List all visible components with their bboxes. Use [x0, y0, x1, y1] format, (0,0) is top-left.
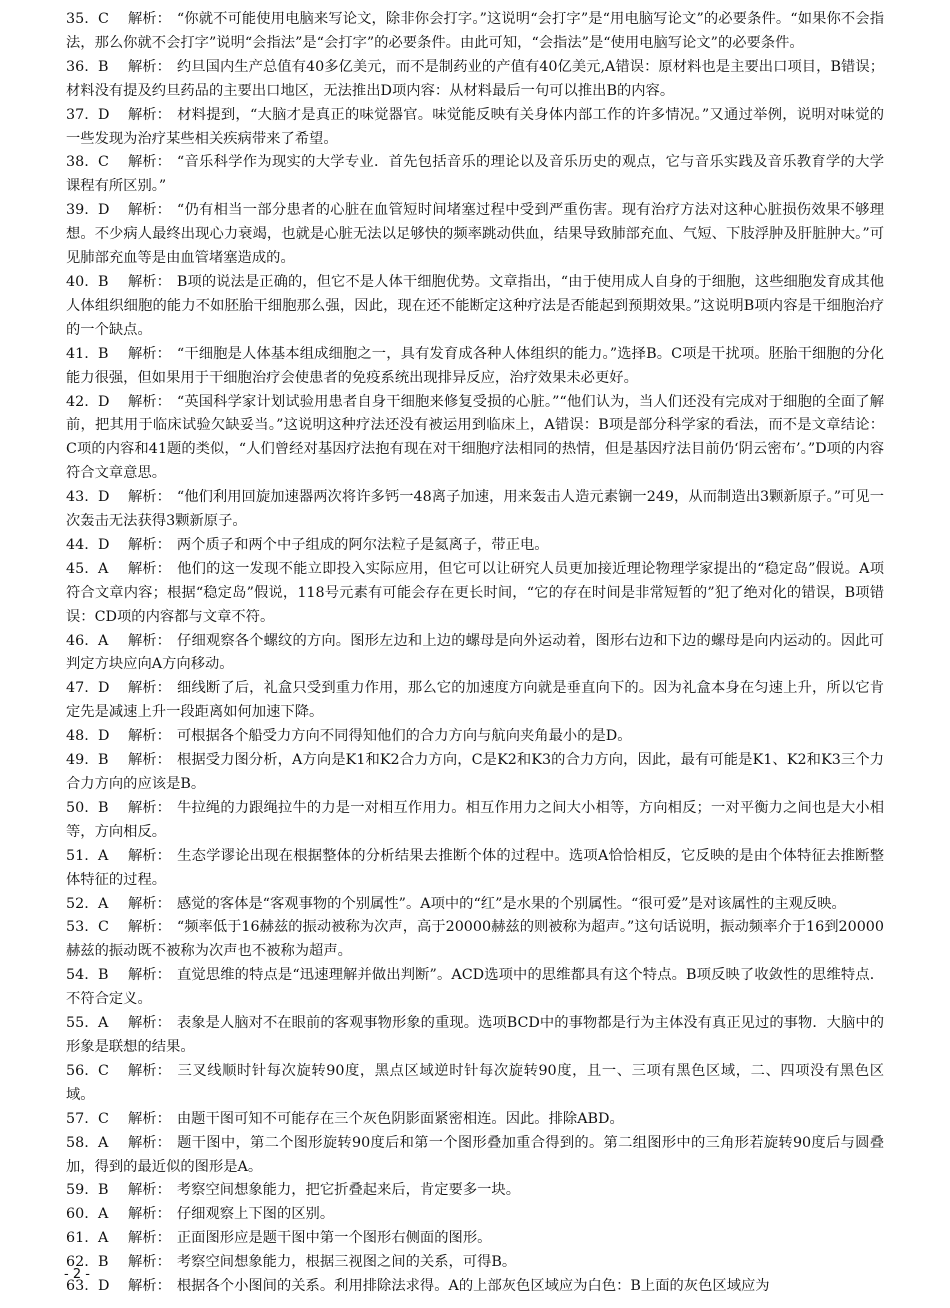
explanation-text: 两个质子和两个中子组成的阿尔法粒子是氦离子，带正电。 [176, 536, 549, 553]
explanation-label: 解析： [128, 273, 171, 290]
explanation-text: “他们利用回旋加速器两次将许多钙一48离子加速，用来轰击人造元素锎一249，从而制造出3颗新原子。”可见一次轰击无法获得3颗新原子。 [66, 489, 884, 530]
explanation-text: 他们的这一发现不能立即投入实际应用，但它可以让研究人员更加接近理论物理学家提出的“稳定岛”假说。A项符合文章内容；根据“稳定岛”假说，118号元素有可能会存在更长时间，“它的存在时间是非常短暂的”犯了绝对化的错误，B项错误：CD项的内容都与文章不符。 [66, 560, 884, 625]
answer-letter: C [98, 1110, 109, 1127]
question-number: 44. [66, 536, 89, 553]
answer-letter: B [98, 752, 109, 769]
explanation-text: “英国科学家计划试验用患者自身干细胞来修复受损的心脏。”“他们认为，当人们还没有完成对于细胞的全面了解前，把其用于临床试验欠缺妥当。”这说明这种疗法还没有被运用到临床上，A错误：B项是部分科学家的看法，而不是文章结论：C项的内容和41题的类似，“人们曾经对基因疗法抱有现在对干细胞疗法相同的热情，但是基因疗法目前仍‘阴云密布’。”D项的内容符合文章意思。 [66, 393, 884, 482]
question-number: 46. [66, 632, 89, 649]
question-number: 42. [66, 393, 89, 410]
answer-letter: A [98, 1015, 109, 1032]
explanation-label: 解析： [128, 728, 171, 745]
question-number: 62. [66, 1254, 89, 1271]
answer-letter: A [98, 847, 109, 864]
answer-letter: A [98, 895, 109, 912]
explanation-label: 解析： [128, 1062, 171, 1079]
explanation-label: 解析： [128, 1110, 171, 1127]
explanation-label: 解析： [128, 154, 171, 171]
answer-letter: B [98, 273, 109, 290]
answer-entry [66, 964, 884, 1012]
answer-entry [66, 1227, 884, 1251]
answer-letter: B [98, 1182, 109, 1199]
explanation-label: 解析： [128, 967, 171, 984]
question-number: 59. [66, 1182, 89, 1199]
explanation-text: 表象是人脑对不在眼前的客观事物形象的重现。选项BCD中的事物都是行为主体没有真正见过的事物．大脑中的形象是联想的结果。 [66, 1015, 884, 1055]
answer-letter: B [98, 799, 109, 816]
answer-letter: D [98, 680, 110, 697]
question-number: 49. [66, 752, 89, 769]
question-number: 52. [66, 895, 89, 912]
question-number: 54. [66, 967, 89, 984]
question-number: 53. [66, 919, 89, 936]
explanation-label: 解析： [128, 536, 171, 553]
answer-entry [66, 845, 884, 893]
explanation-text: 仔细观察各个螺纹的方向。图形左边和上边的螺母是向外运动着，图形右边和下边的螺母是向内运动的。因此可判定方块应向A方向移动。 [66, 632, 884, 673]
question-number: 39. [66, 202, 89, 219]
answer-letter: B [98, 1254, 109, 1271]
explanation-text: 正面图形应是题干图中第一个图形右侧面的图形。 [176, 1230, 492, 1247]
question-number: 63. [66, 1278, 89, 1295]
question-number: 36. [66, 58, 89, 75]
answer-letter: B [98, 345, 109, 362]
answer-letter: B [98, 58, 109, 75]
answer-letter: D [98, 728, 110, 745]
answer-letter: D [98, 536, 110, 553]
answer-entry [66, 1179, 884, 1203]
answer-entry [66, 630, 884, 678]
explanation-text: “你就不可能使用电脑来写论文，除非你会打字。”这说明“会打字”是“用电脑写论文”的必要条件。“如果你不会指法，那么你就不会打字”说明“会指法”是“会打字”的必要条件。由此可知，“会指法”是“使用电脑写论文”的必要条件。 [66, 11, 884, 51]
answer-letter: A [98, 1230, 109, 1247]
explanation-label: 解析： [128, 1254, 171, 1271]
explanation-text: 考察空间想象能力，把它折叠起来后，肯定要多一块。 [176, 1182, 521, 1199]
explanation-label: 解析： [128, 632, 171, 649]
answer-entry [66, 558, 884, 630]
answer-entry [66, 1012, 884, 1060]
explanation-label: 解析： [128, 1278, 171, 1295]
answer-letter: D [98, 106, 110, 123]
answer-entry [66, 893, 884, 917]
explanation-label: 解析： [128, 847, 171, 864]
answer-entry [66, 1203, 884, 1227]
explanation-text: B项的说法是正确的，但它不是人体干细胞优势。文章指出，“由于使用成人自身的于细胞，这些细胞发育成其他人体组织细胞的能力不如胚胎干细胞那么强，因此，现在还不能断定这种疗法是否能起到预期效果。”这说明B项内容是干细胞治疗的一个缺点。 [66, 273, 884, 338]
explanation-text: 仔细观察上下图的区别。 [176, 1206, 335, 1223]
explanation-text: 材料提到，“大脑才是真正的味觉器官。味觉能反映有关身体内部工作的许多情况。”又通过举例，说明对味觉的一些发现为治疗某些相关疾病带来了希望。 [66, 106, 884, 147]
answer-entry [66, 725, 884, 749]
answer-entry [66, 151, 884, 199]
question-number: 55. [66, 1015, 89, 1032]
explanation-label: 解析： [128, 489, 171, 506]
answer-entry [66, 1132, 884, 1180]
answer-letter: A [98, 632, 109, 649]
answer-letter: D [98, 489, 110, 506]
question-number: 48. [66, 728, 89, 745]
explanation-text: 考察空间想象能力，根据三视图之间的关系，可得B。 [176, 1254, 517, 1271]
answer-entry [66, 1251, 884, 1275]
question-number: 60. [66, 1206, 89, 1223]
question-number: 57. [66, 1110, 89, 1127]
question-number: 51. [66, 847, 89, 864]
explanation-label: 解析： [128, 895, 171, 912]
answer-entry [66, 199, 884, 271]
explanation-text: 感觉的客体是“客观事物的个别属性”。A项中的“红”是水果的个别属性。“很可爱”是对该属性的主观反映。 [176, 895, 846, 912]
answer-letter: D [98, 1278, 110, 1295]
explanation-text: 可根据各个船受力方向不同得知他们的合力方向与航向夹角最小的是D。 [176, 728, 632, 745]
question-number: 47. [66, 680, 89, 697]
question-number: 43. [66, 489, 89, 506]
question-number: 41. [66, 345, 89, 362]
answer-entry [66, 1275, 884, 1299]
explanation-label: 解析： [128, 393, 171, 410]
answer-entry [66, 677, 884, 725]
answer-letter: B [98, 967, 109, 984]
answer-entry [66, 749, 884, 797]
answer-entry [66, 271, 884, 343]
question-number: 45. [66, 560, 89, 577]
answer-entry [66, 486, 884, 534]
question-number: 38. [66, 154, 89, 171]
answer-entry [66, 534, 884, 558]
explanation-label: 解析： [128, 919, 171, 936]
explanation-text: 细线断了后，礼盒只受到重力作用，那么它的加速度方向就是垂直向下的。因为礼盒本身在匀速上升，所以它肯定先是减速上升一段距离如何加速下降。 [66, 680, 884, 721]
answer-letter: C [98, 154, 109, 171]
explanation-label: 解析： [128, 202, 171, 219]
answer-entry [66, 8, 884, 56]
explanation-label: 解析： [128, 560, 171, 577]
question-number: 35. [66, 11, 89, 27]
explanation-text: “干细胞是人体基本组成细胞之一，具有发育成各种人体组织的能力。”选择B。C项是干扰项。胚胎干细胞的分化能力很强，但如果用于干细胞治疗会使患者的免疫系统出现排异反应，治疗效果未必更好。 [66, 345, 884, 386]
explanation-text: 牛拉绳的力跟绳拉牛的力是一对相互作用力。相互作用力之间大小相等，方向相反；一对平衡力之间也是大小相等，方向相反。 [66, 799, 884, 840]
answer-letter: A [98, 1134, 109, 1151]
explanation-text: 生态学谬论出现在根据整体的分析结果去推断个体的过程中。选项A恰恰相反，它反映的是由个体特征去推断整体特征的过程。 [66, 847, 884, 888]
explanation-label: 解析： [128, 345, 171, 362]
answer-entry [66, 104, 884, 152]
explanation-label: 解析： [128, 680, 171, 697]
question-number: 58. [66, 1134, 89, 1151]
answer-entry [66, 1060, 884, 1108]
explanation-label: 解析： [128, 58, 171, 75]
explanation-label: 解析： [128, 1015, 171, 1032]
explanation-text: 三叉线顺时针每次旋转90度，黑点区域逆时针每次旋转90度，且一、三项有黑色区域，二、四项没有黑色区域。 [66, 1062, 884, 1103]
explanation-label: 解析： [128, 799, 171, 816]
explanation-text: 约旦国内生产总值有40多亿美元，而不是制药业的产值有40亿美元,A错误：原材料也是主要出口项目，B错误；材料没有提及约旦药品的主要出口地区，无法推出D项内容：从材料最后一句可以推出B的内容。 [66, 58, 884, 99]
explanation-text: 根据受力图分析，A方向是K1和K2合力方向，C是K2和K3的合力方向，因此，最有可能是K1、K2和K3三个力合力方向的应该是B。 [66, 752, 884, 792]
explanation-label: 解析： [128, 752, 171, 769]
explanation-text: “仍有相当一部分患者的心脏在血管短时间堵塞过程中受到严重伤害。现有治疗方法对这种心脏损伤效果不够理想。不少病人最终出现心力衰竭，也就是心脏无法以足够快的频率跳动供血，结果导致肺部充血、气短、下肢浮肿及肝脏肿大。”可见肺部充血等是由血管堵塞造成的。 [66, 202, 884, 267]
answer-entry [66, 1108, 884, 1132]
answer-entry [66, 797, 884, 845]
answer-letter: D [98, 202, 110, 219]
answer-entry [66, 343, 884, 391]
explanation-text: 根据各个小图间的关系。利用排除法求得。A的上部灰色区域应为白色：B上面的灰色区域应为 [176, 1278, 770, 1295]
answer-letter: C [98, 11, 109, 27]
answer-entry [66, 391, 884, 487]
answer-letter: C [98, 919, 109, 936]
question-number: 50. [66, 799, 89, 816]
explanation-text: “频率低于16赫兹的振动被称为次声，高于20000赫兹的则被称为超声。”这句话说明，振动频率介于16到20000赫兹的振动既不被称为次声也不被称为超声。 [66, 919, 884, 960]
question-number: 61. [66, 1230, 89, 1247]
explanation-text: “音乐科学作为现实的大学专业．首先包括音乐的理论以及音乐历史的观点，它与音乐实践及音乐教育学的大学课程有所区别。” [66, 154, 884, 195]
answer-entry [66, 56, 884, 104]
answer-entry [66, 916, 884, 964]
question-number: 56. [66, 1062, 89, 1079]
answer-letter: D [98, 393, 110, 410]
explanation-label: 解析： [128, 1134, 171, 1151]
question-number: 37. [66, 106, 89, 123]
explanation-text: 直觉思维的特点是“迅速理解并做出判断”。ACD选项中的思维都具有这个特点。B项反映了收敛性的思维特点．不符合定义。 [66, 967, 884, 1008]
explanation-label: 解析： [128, 106, 171, 123]
explanation-label: 解析： [128, 11, 171, 27]
explanation-label: 解析： [128, 1182, 171, 1199]
explanation-label: 解析： [128, 1206, 171, 1223]
explanation-text: 由题干图可知不可能存在三个灰色阴影面紧密相连。因此。排除ABD。 [176, 1110, 624, 1127]
answer-letter: A [98, 1206, 109, 1223]
explanation-label: 解析： [128, 1230, 171, 1247]
answer-letter: C [98, 1062, 109, 1079]
answer-explanations [66, 8, 884, 1299]
answer-letter: A [98, 560, 109, 577]
question-number: 40. [66, 273, 89, 290]
explanation-text: 题干图中，第二个图形旋转90度后和第一个图形叠加重合得到的。第二组图形中的三角形若旋转90度后与圆叠加，得到的最近似的图形是A。 [66, 1134, 884, 1175]
page-number: - 2 - [64, 1267, 90, 1282]
